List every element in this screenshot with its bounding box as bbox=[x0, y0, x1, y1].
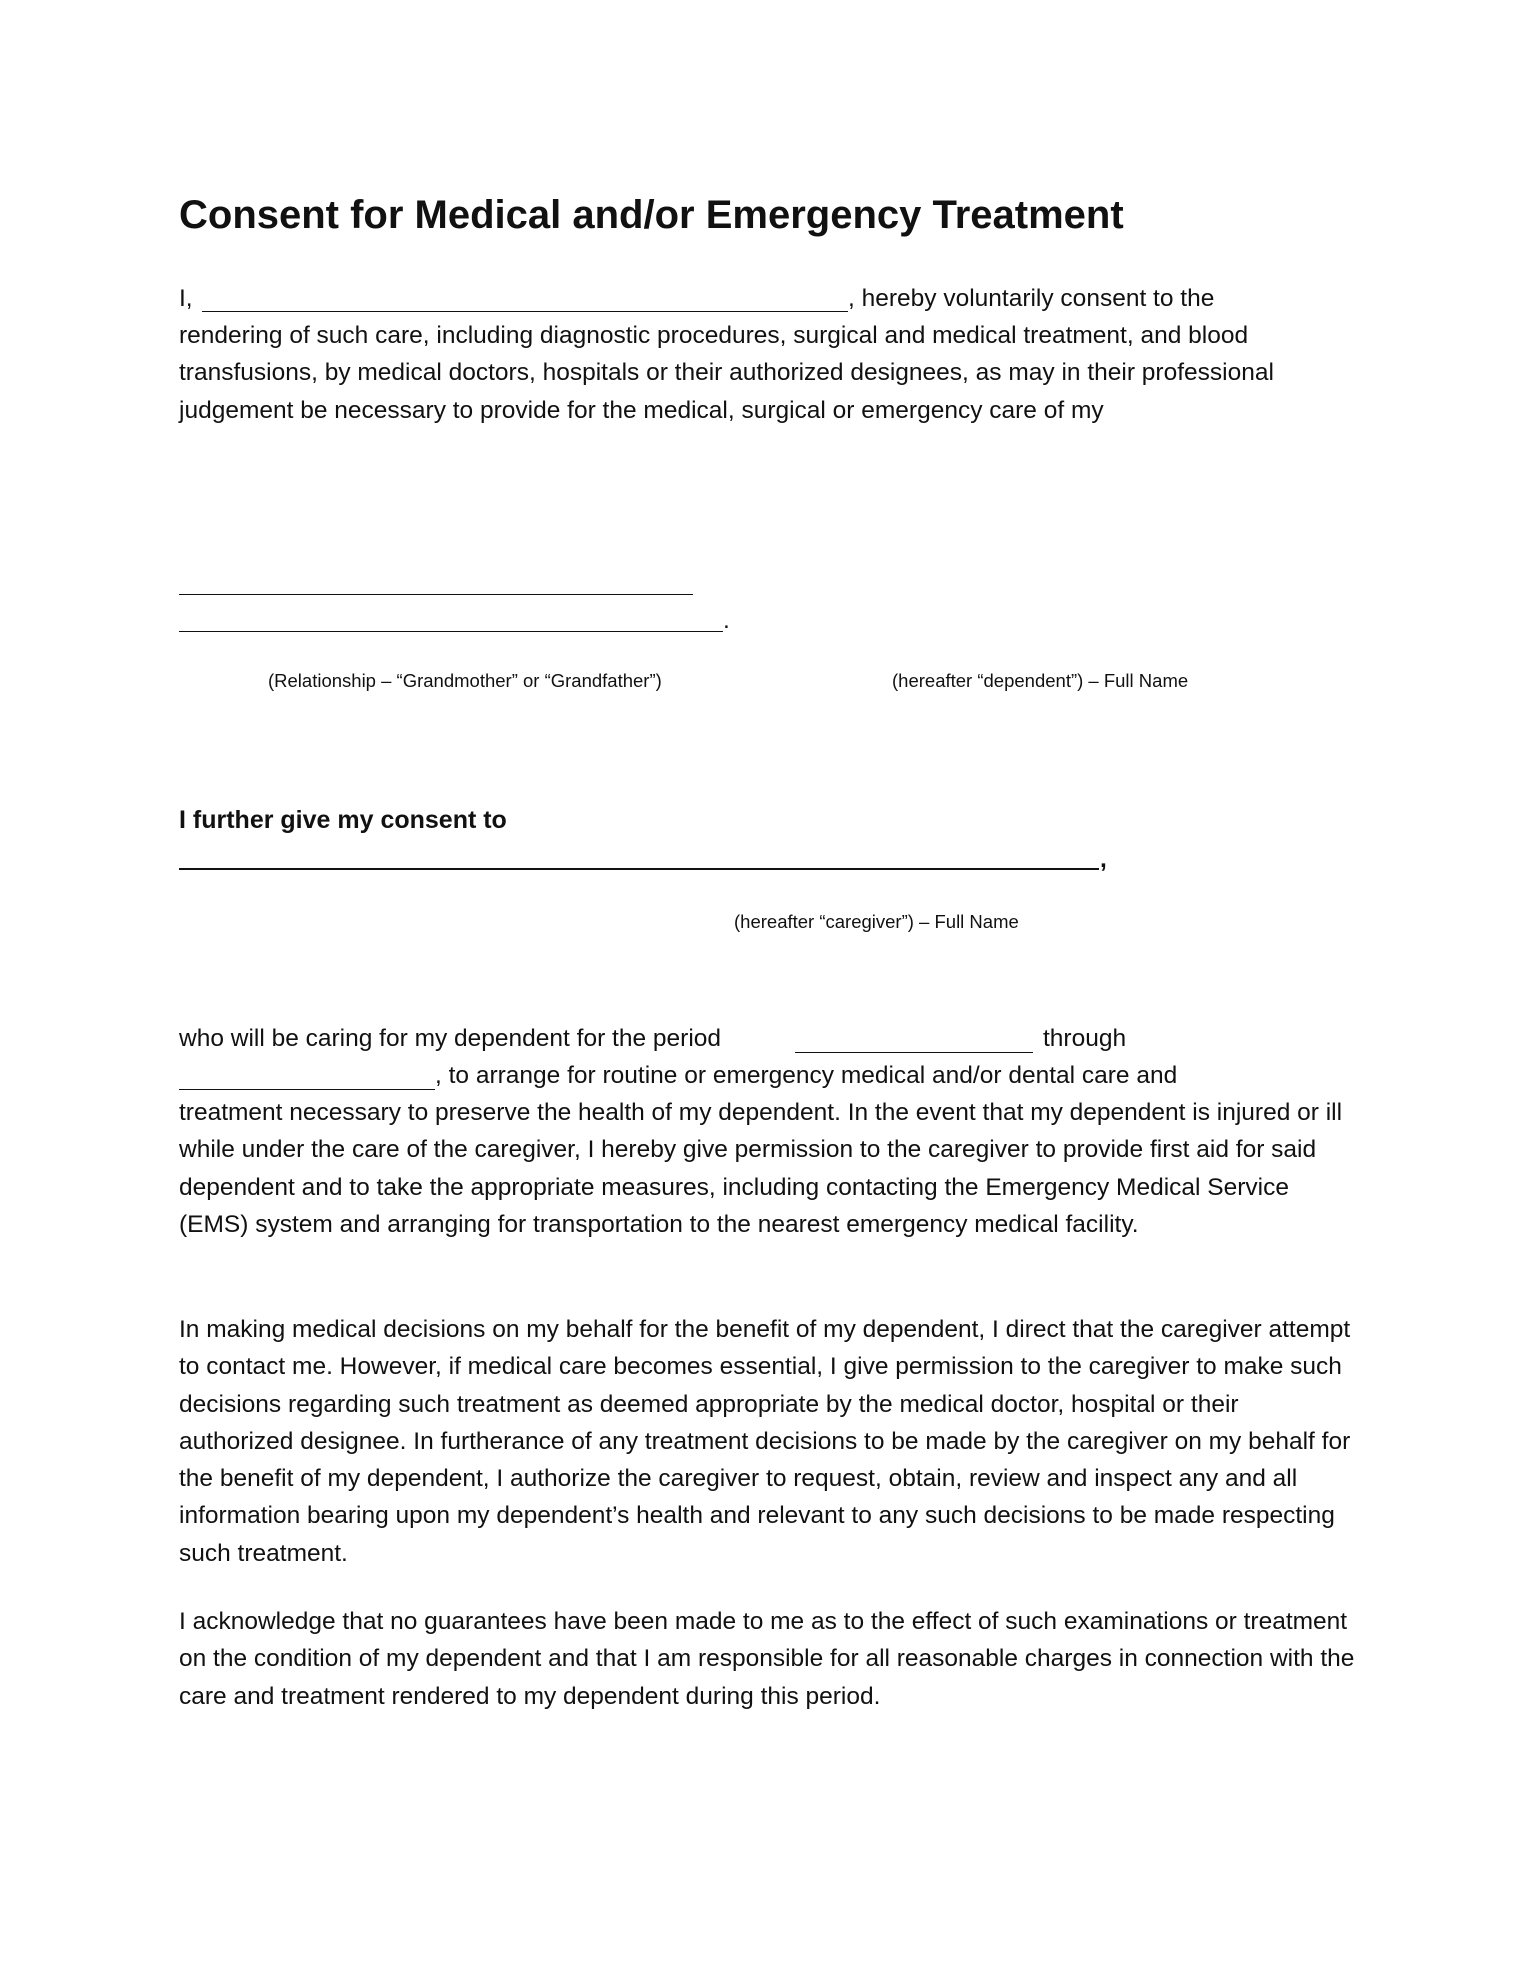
dependent-period: . bbox=[723, 607, 730, 634]
intro-prefix: I, bbox=[179, 285, 193, 312]
period-end-date-line[interactable] bbox=[179, 1089, 435, 1090]
dependent-caption: (hereafter “dependent”) – Full Name bbox=[892, 670, 1189, 691]
relationship-caption: (Relationship – “Grandmother” or “Grandfather”) bbox=[268, 670, 662, 691]
intro-suffix: , hereby voluntarily consent to the bbox=[848, 285, 1215, 312]
caregiver-caption: (hereafter “caregiver”) – Full Name bbox=[734, 911, 1019, 932]
relationship-line[interactable] bbox=[179, 594, 693, 595]
caregiver-comma: , bbox=[1100, 846, 1107, 873]
intro-body: rendering of such care, including diagnostic procedures, surgical and medical treatment, and blood transfusions, by medical doctors, hospitals or their authorized designees, as may in their professional judgement be necessary to provide for the medical, surgical or emergency care of my bbox=[179, 322, 1274, 424]
period-after-end-date: , to arrange for routine or emergency medical and/or dental care and bbox=[435, 1062, 1178, 1089]
consenter-name-line[interactable] bbox=[202, 311, 848, 312]
period-start-date-line[interactable] bbox=[795, 1052, 1033, 1053]
decisions-paragraph: In making medical decisions on my behalf for the benefit of my dependent, I direct that the caregiver attempt to contact me. However, if medical care becomes essential, I give permission to the caregiver to make such decisions regarding such treatment as deemed appropriate by the medical doctor, hospital or their authorized designee. In furtherance of any treatment decisions to be made by the caregiver on my behalf for the benefit of my dependent, I authorize the caregiver to request, obtain, review and inspect any and all information bearing upon my dependent’s health and relevant to any such decisions to be made respecting such treatment. bbox=[179, 1316, 1351, 1567]
page-title: Consent for Medical and/or Emergency Treatment bbox=[179, 193, 1124, 237]
acknowledgement-paragraph: I acknowledge that no guarantees have been made to me as to the effect of such examinations or treatment on the condition of my dependent and that I am responsible for all reasonable charges in connection with the care and treatment rendered to my dependent during this period. bbox=[179, 1608, 1355, 1710]
dependent-name-line[interactable] bbox=[179, 631, 723, 632]
period-start-text: who will be caring for my dependent for the period bbox=[179, 1025, 722, 1052]
caregiver-name-line[interactable] bbox=[179, 868, 1099, 870]
period-paragraph-body: treatment necessary to preserve the health of my dependent. In the event that my dependent is injured or ill while under the care of the caregiver, I hereby give permission to the caregiver to provide first aid for said dependent and to take the appropriate measures, including contacting the Emergency Medical Service (EMS) system and arranging for transportation to the nearest emergency medical facility. bbox=[179, 1099, 1343, 1238]
period-through-text: through bbox=[1043, 1025, 1127, 1052]
caregiver-consent-label: I further give my consent to bbox=[179, 806, 507, 834]
